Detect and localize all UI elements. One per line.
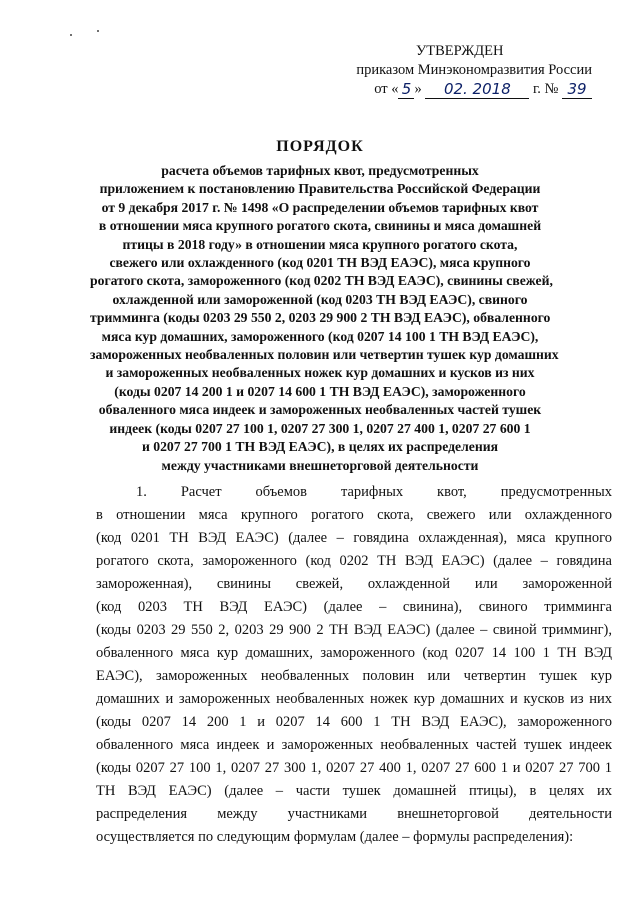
year-suffix: г. № bbox=[532, 81, 559, 97]
subtitle-line: от 9 декабря 2017 г. № 1498 «О распределении объемов тарифных квот bbox=[101, 199, 539, 215]
date-prefix: от « bbox=[374, 81, 399, 97]
subtitle-line: расчета объемов тарифных квот, предусмотренных bbox=[161, 163, 479, 178]
subtitle-line: индеек (коды 0207 27 100 1, 0207 27 300 1, 0207 27 400 1, 0207 27 600 1 bbox=[109, 420, 531, 436]
subtitle-line: рогатого скота, замороженного (код 0202 ТН ВЭД ЕАЭС), свинины свежей, bbox=[90, 273, 553, 289]
subtitle-line: замороженных необваленных половин или четвертин тушек кур домашних bbox=[90, 347, 559, 363]
scan-speck bbox=[97, 30, 99, 32]
date-mid: » bbox=[414, 81, 422, 97]
subtitle-line: приложением к постановлению Правительства Российской Федерации bbox=[99, 181, 541, 197]
handwritten-day: 5 bbox=[401, 80, 412, 98]
body-line: (коды 0203 29 550 2, 0203 29 900 2 ТН ВЭД ЕАЭС) (далее – свиной тримминг), bbox=[96, 622, 612, 638]
subtitle-line: между участниками внешнеторговой деятельности bbox=[161, 457, 479, 473]
approval-stamp bbox=[330, 42, 592, 99]
body-line: осуществляется по следующим формулам (далее – формулы распределения): bbox=[96, 829, 574, 845]
body-line: (коды 0207 14 200 1 и 0207 14 600 1 ТН ВЭД ЕАЭС), замороженного bbox=[96, 714, 612, 730]
subtitle-line: (коды 0207 14 200 1 и 0207 14 600 1 ТН ВЭД ЕАЭС), замороженного bbox=[114, 383, 526, 399]
subtitle-line: охлажденной или замороженной (код 0203 ТН ВЭД ЕАЭС), свиного bbox=[112, 291, 528, 307]
body-line: (код 0203 ТН ВЭД ЕАЭС) (далее – свинина), свиного тримминга bbox=[96, 599, 612, 615]
approved-heading: УТВЕРЖДЕН bbox=[416, 43, 504, 59]
body-line: домашних и замороженных необваленных ножек кур домашних и кусков из них bbox=[96, 691, 612, 707]
scan-speck bbox=[70, 34, 72, 36]
order-date-line bbox=[330, 80, 592, 99]
subtitle-line: и 0207 27 700 1 ТН ВЭД ЕАЭС), в целях их распределения bbox=[141, 439, 499, 455]
subtitle-line: тримминга (коды 0203 29 550 2, 0203 29 900 2 ТН ВЭД ЕАЭС), обваленного bbox=[90, 310, 551, 326]
paragraph-1 bbox=[96, 481, 612, 849]
subtitle-line: свежего или охлажденного (код 0201 ТН ВЭД ЕАЭС), мяса крупного bbox=[109, 255, 531, 271]
subtitle-line: в отношении мяса крупного рогатого скота, свинины и мяса домашней bbox=[98, 218, 542, 234]
subtitle-line: обваленного мяса индеек и замороженных необваленных частей тушек bbox=[98, 402, 542, 418]
body-line: замороженная), свинины свежей, охлажденной или замороженной bbox=[96, 576, 612, 592]
body-line: в отношении мяса крупного рогатого скота, свежего или охлажденного bbox=[96, 507, 612, 523]
body-line: ТН ВЭД ЕАЭС) (далее – части тушек домашней птицы), в целях их bbox=[96, 783, 612, 799]
body-line: (коды 0207 27 100 1, 0207 27 300 1, 0207 27 400 1, 0207 27 600 1 и 0207 27 700 1 bbox=[96, 760, 612, 776]
document-title: ПОРЯДОК bbox=[276, 138, 364, 155]
body-line: 1. Расчет объемов тарифных квот, предусмотренных bbox=[136, 484, 612, 500]
subtitle-line: птицы в 2018 году» в отношении мяса крупного рогатого скота, bbox=[122, 236, 518, 252]
subtitle-line: мяса кур домашних, замороженного (код 0207 14 100 1 ТН ВЭД ЕАЭС), bbox=[101, 328, 539, 344]
body-line: распределения между участниками внешнеторговой деятельности bbox=[96, 806, 612, 822]
document-subtitle bbox=[90, 162, 559, 475]
body-line: рогатого скота, замороженного (код 0202 ТН ВЭД ЕАЭС) (далее – говядина bbox=[96, 553, 612, 569]
body-line: (код 0201 ТН ВЭД ЕАЭС) (далее – говядина охлажденная), мяса крупного bbox=[96, 530, 612, 546]
order-line: приказом Минэкономразвития России bbox=[356, 62, 592, 78]
body-line: обваленного мяса индеек и замороженных необваленных частей тушек индеек bbox=[96, 737, 612, 753]
handwritten-month-year: 02. 2018 bbox=[443, 80, 511, 98]
body-line: обваленного мяса кур домашних, замороженного (код 0207 14 100 1 ТН ВЭД bbox=[96, 645, 612, 661]
handwritten-order-number: 39 bbox=[567, 80, 587, 98]
body-line: ЕАЭС), замороженных необваленных половин или четвертин тушек кур bbox=[96, 668, 612, 684]
subtitle-line: и замороженных необваленных ножек кур домашних и кусков из них bbox=[105, 365, 535, 381]
